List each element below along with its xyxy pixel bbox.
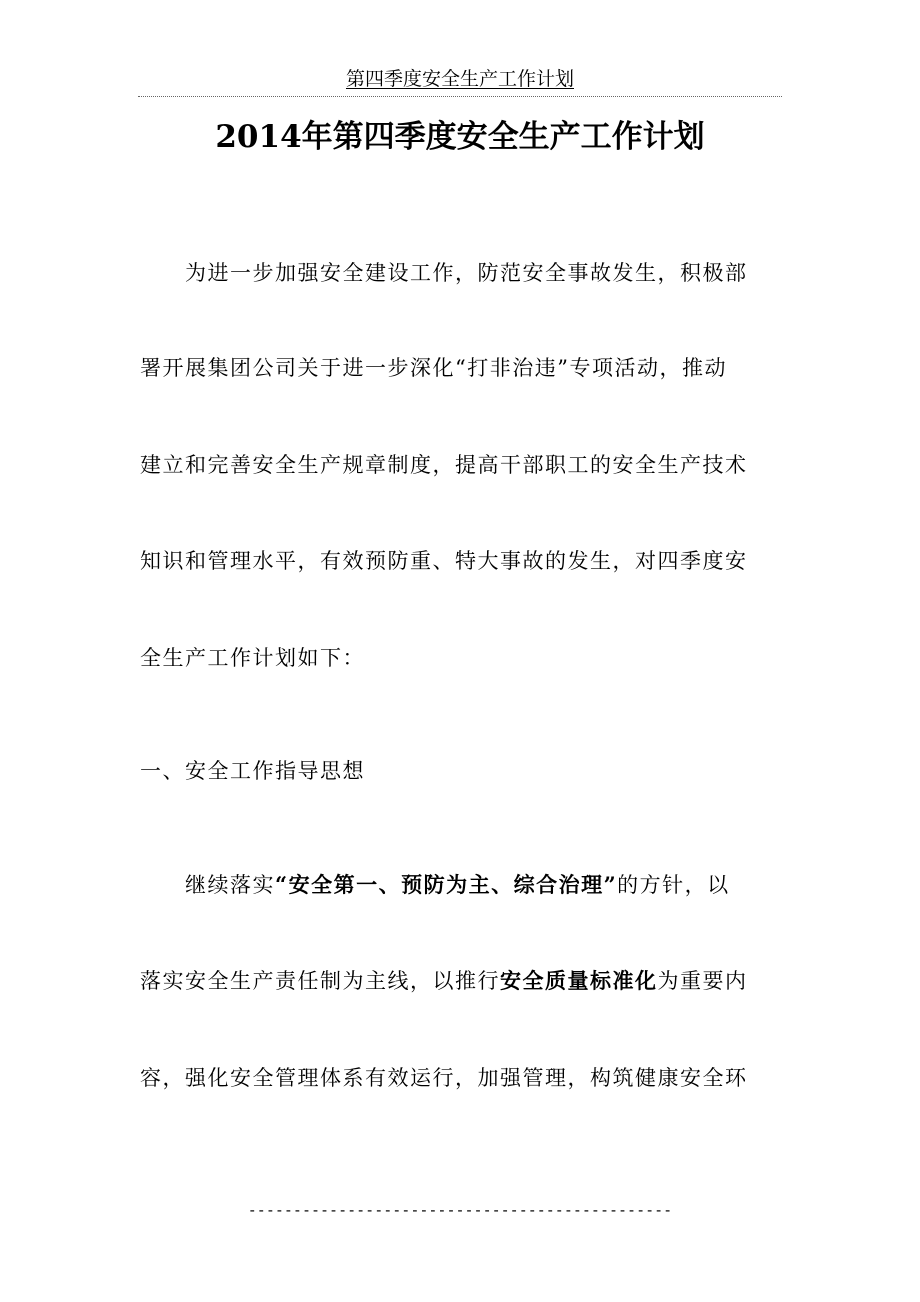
bold-policy-phrase: “安全第一、预防为主、综合治理” <box>275 872 618 897</box>
document-title: 2014年第四季度安全生产工作计划 <box>215 119 705 155</box>
paragraph-line: 建立和完善安全生产规章制度，提高干部职工的安全生产技术 <box>140 453 748 477</box>
section-heading: 一、安全工作指导思想 <box>140 759 365 783</box>
header-divider <box>138 96 782 97</box>
paragraph-line <box>185 868 785 902</box>
paragraph-line: 知识和管理水平，有效预防重、特大事故的发生，对四季度安 <box>140 549 748 573</box>
text-segment: 落实安全生产责任制为主线，以推行 <box>140 969 500 993</box>
text-segment: 继续落实 <box>185 873 275 897</box>
bold-standardization-phrase: 安全质量标准化 <box>500 968 658 993</box>
paragraph-line: 容，强化安全管理体系有效运行，加强管理，构筑健康安全环 <box>140 1066 748 1090</box>
paragraph-line: 署开展集团公司关于进一步深化“打非治违”专项活动，推动 <box>140 356 727 380</box>
paragraph-line: 为进一步加强安全建设工作，防范安全事故发生，积极部 <box>185 261 748 285</box>
footer-dash-line: ----------------------------------------------- <box>247 1201 673 1219</box>
paragraph-line: 全生产工作计划如下： <box>140 646 365 670</box>
paragraph-line <box>140 964 780 998</box>
text-segment: 为重要内 <box>657 969 748 993</box>
text-segment: 的方针，以 <box>617 873 730 897</box>
running-header: 第四季度安全生产工作计划 <box>345 68 574 90</box>
